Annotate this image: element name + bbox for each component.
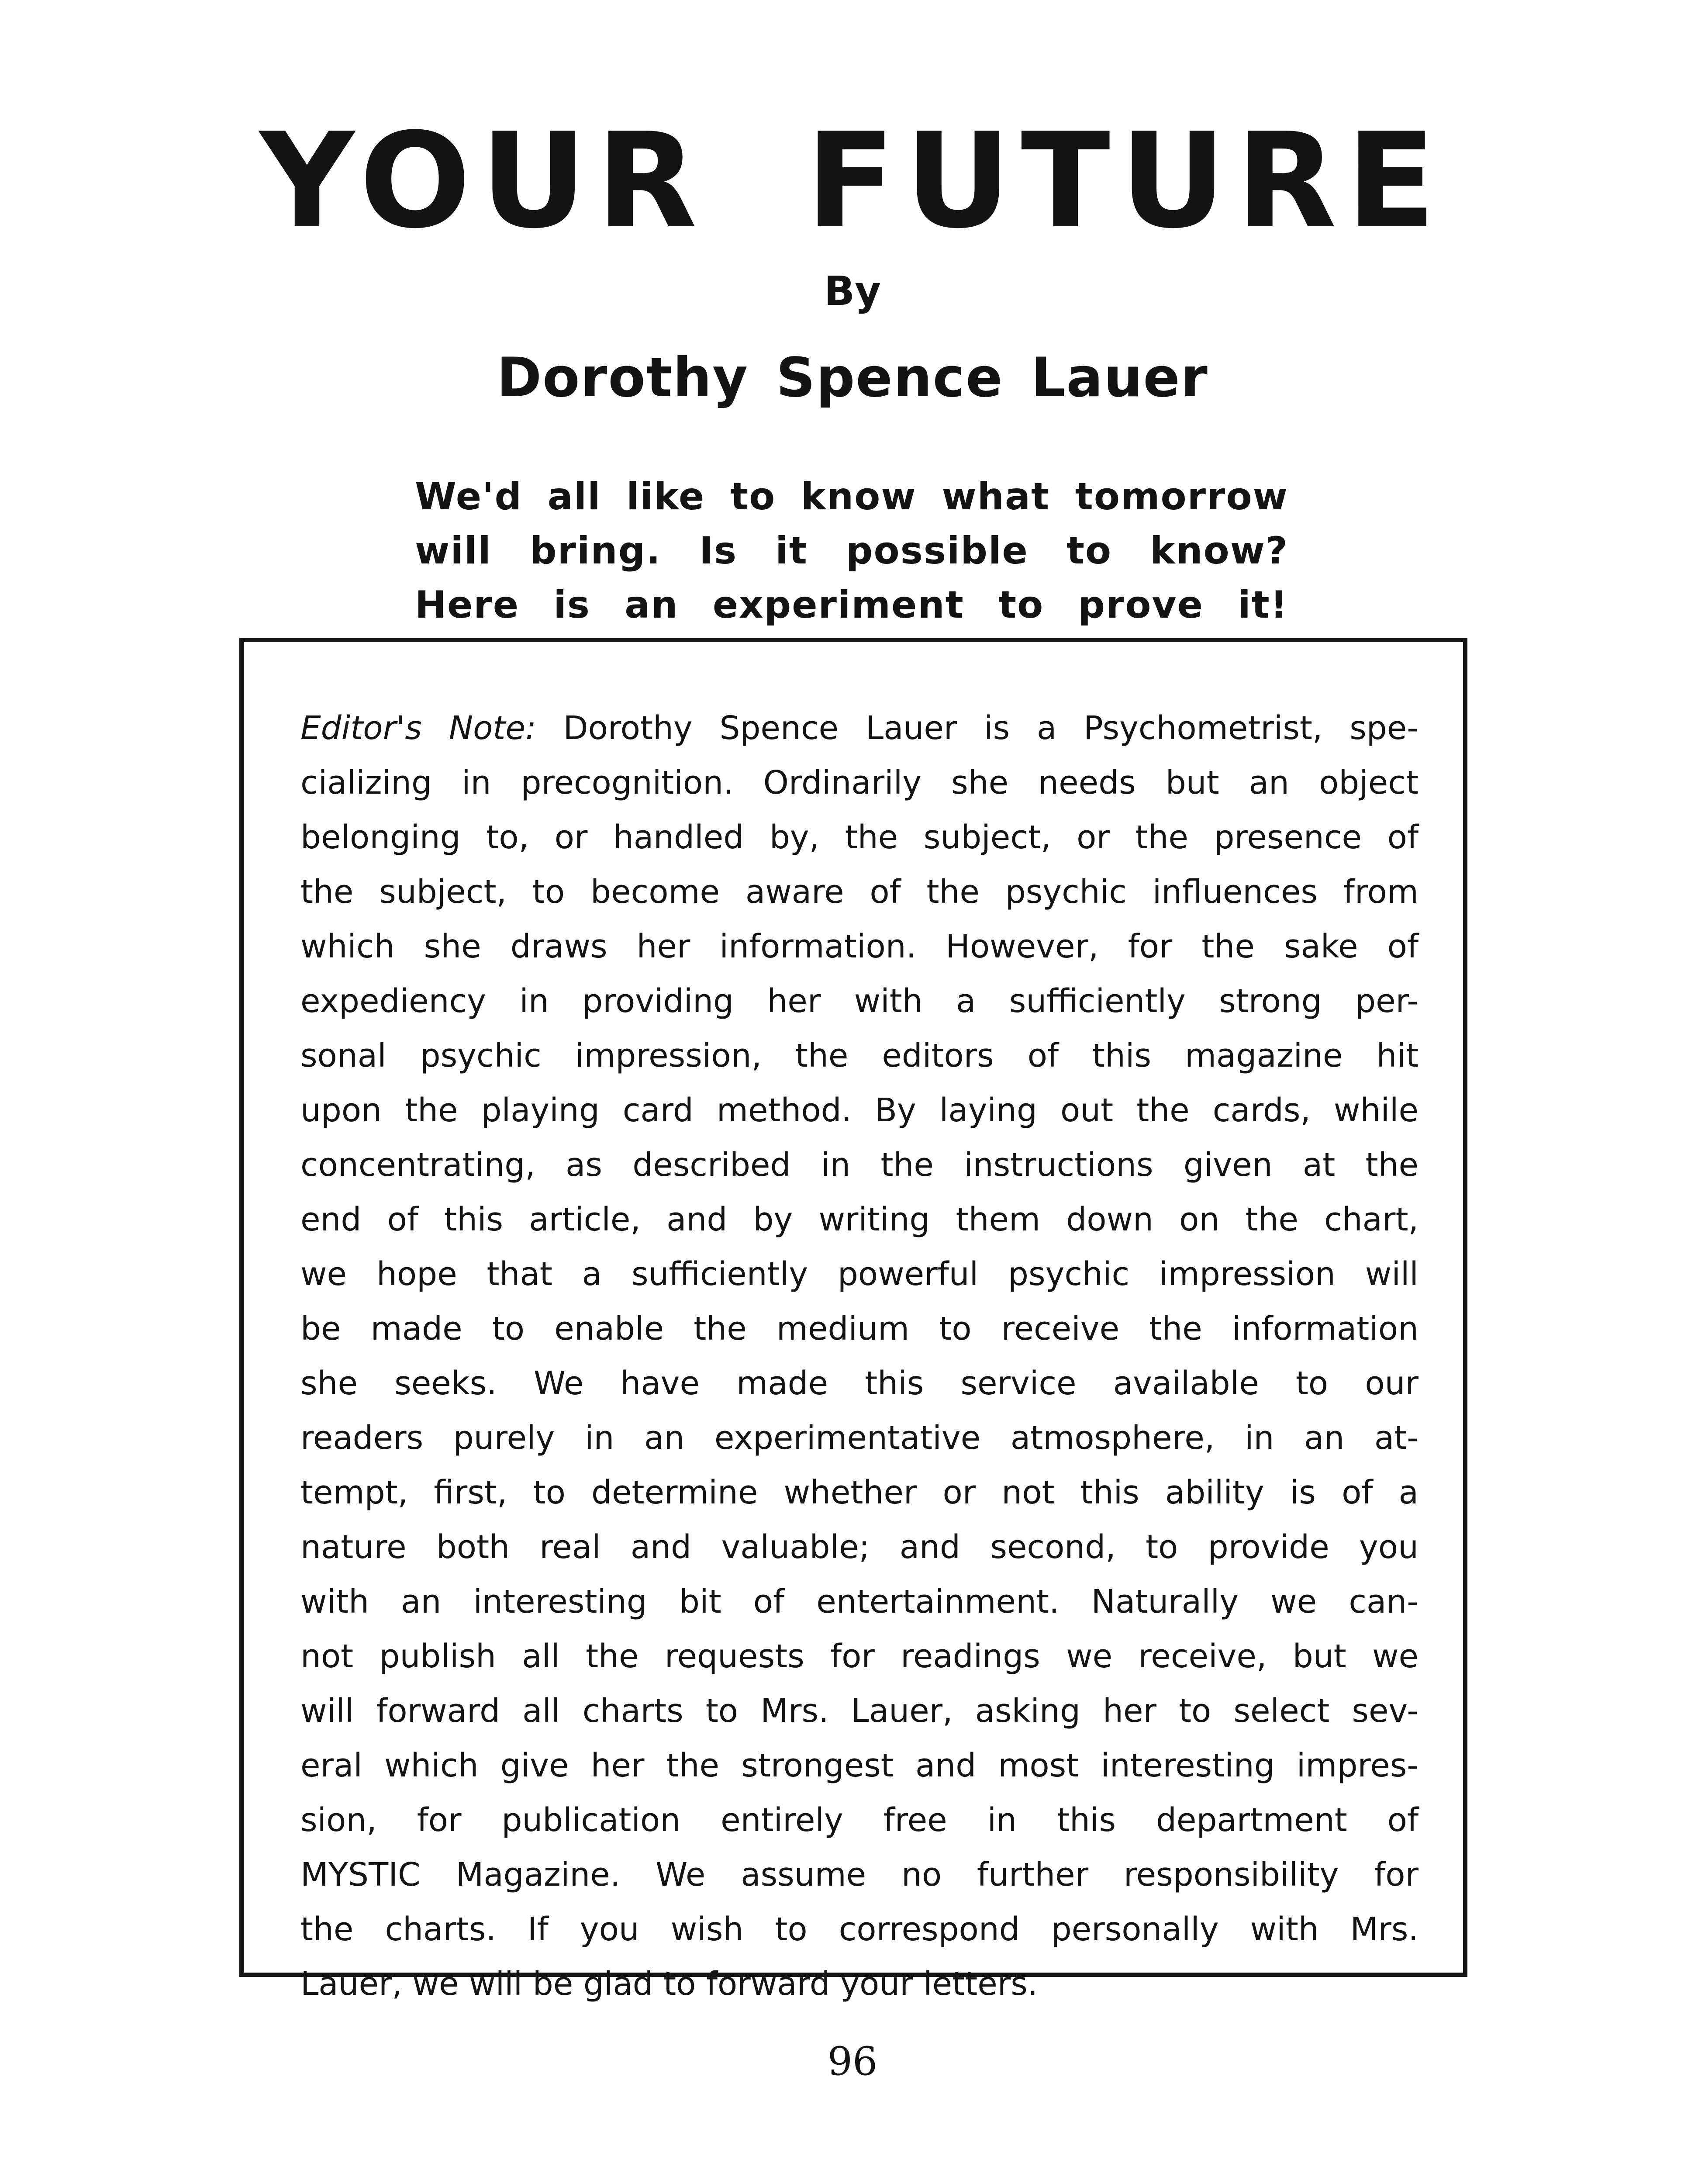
note-line: expediency in providing her with a sufficiently strong per- (300, 982, 1419, 1020)
article-teaser (415, 470, 1288, 632)
note-line: we hope that a sufficiently powerful psychic impression will (300, 1255, 1419, 1293)
page-number: 96 (827, 2039, 878, 2084)
note-line: she seeks. We have made this service available to our (300, 1365, 1419, 1402)
note-line: Lauer, we will be glad to forward your letters. (300, 1965, 1038, 2003)
note-line: eral which give her the strongest and most interesting impres- (300, 1747, 1419, 1784)
author-name: Dorothy Spence Lauer (497, 346, 1208, 409)
note-line-text: Dorothy Spence Lauer is a Psychometrist, spe- (563, 709, 1419, 747)
note-line: the subject, to become aware of the psychic influences from (300, 873, 1419, 911)
byline-by: By (824, 268, 881, 314)
note-line (300, 701, 1419, 756)
teaser-line: will bring. Is it possible to know? (415, 529, 1288, 573)
note-line: sonal psychic impression, the editors of this magazine hit (300, 1037, 1419, 1075)
editors-note-box (239, 638, 1467, 2003)
note-line: sion, for publication entirely free in this department of (300, 1801, 1419, 1839)
editors-note-text (300, 701, 1419, 2011)
note-line: readers purely in an experimentative atmosphere, in an at- (300, 1419, 1419, 1457)
note-line: which she draws her information. However, for the sake of (300, 928, 1419, 965)
note-line: be made to enable the medium to receive the information (300, 1310, 1419, 1348)
note-line: tempt, first, to determine whether or not this ability is of a (300, 1474, 1419, 1511)
note-line: will forward all charts to Mrs. Lauer, asking her to select sev- (300, 1692, 1419, 1730)
note-line: upon the playing card method. By laying out the cards, while (300, 1092, 1419, 1129)
note-line: MYSTIC Magazine. We assume no further responsibility for (300, 1856, 1419, 1894)
note-line: cializing in precognition. Ordinarily she needs but an object (300, 764, 1419, 802)
editors-note-label: Editor's Note: (300, 709, 536, 747)
teaser-line: Here is an experiment to prove it! (415, 583, 1288, 627)
article-title: YOUR FUTURE (259, 105, 1446, 257)
note-line: not publish all the requests for readings we receive, but we (300, 1638, 1419, 1675)
note-line: concentrating, as described in the instructions given at the (300, 1146, 1419, 1184)
note-line: the charts. If you wish to correspond personally with Mrs. (300, 1911, 1419, 1948)
note-line: belonging to, or handled by, the subject, or the presence of (300, 819, 1419, 856)
note-line: with an interesting bit of entertainment. Naturally we can- (300, 1583, 1419, 1621)
note-line: nature both real and valuable; and second, to provide you (300, 1528, 1419, 1566)
note-line: end of this article, and by writing them down on the chart, (300, 1201, 1419, 1238)
teaser-line: We'd all like to know what tomorrow (415, 475, 1288, 518)
